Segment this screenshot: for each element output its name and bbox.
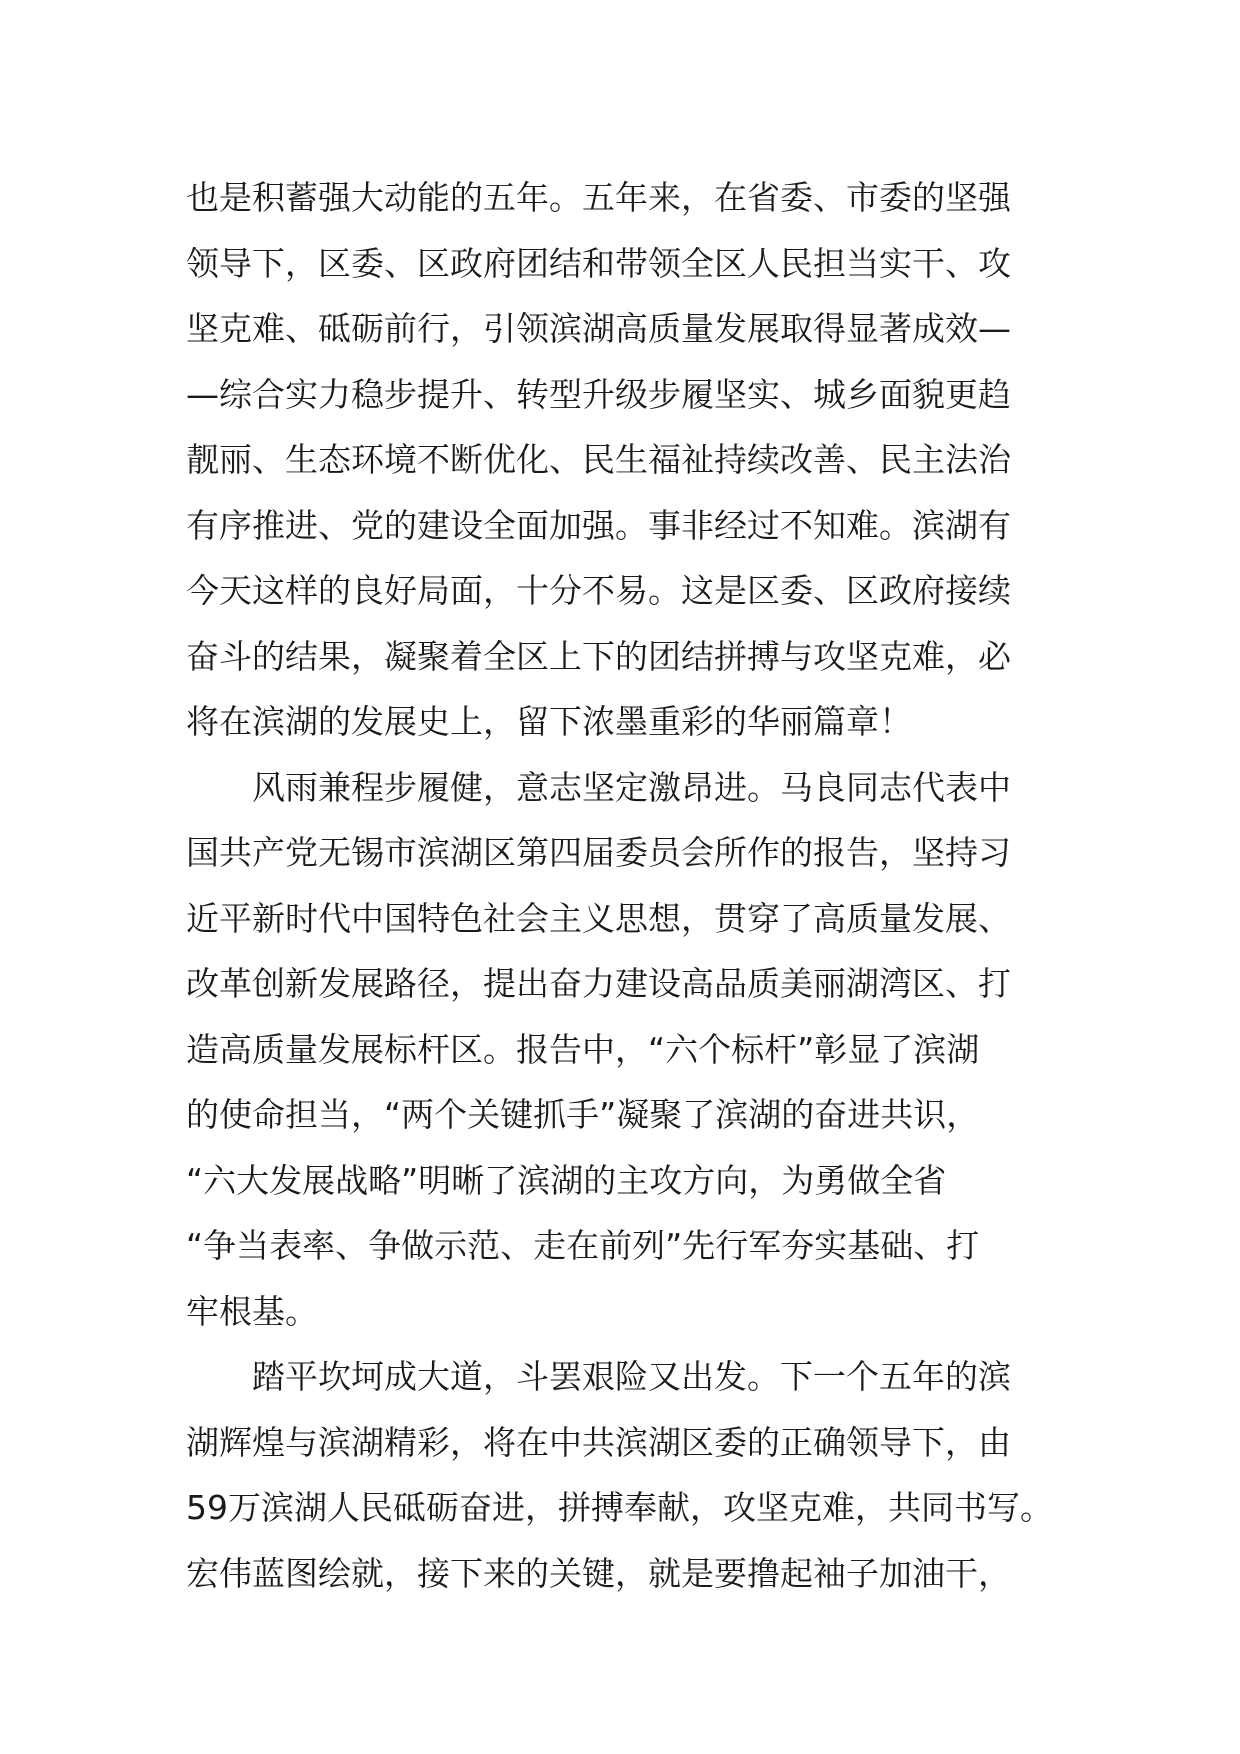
text-line: 湖辉煌与滨湖精彩，将在中共滨湖区委的正确领导下，由 <box>186 1422 1011 1462</box>
text-line: 有序推进、党的建设全面加强。事非经过不知难。滨湖有 <box>186 505 1011 545</box>
text-line: 59万滨湖人民砥砺奋进，拼搏奉献，攻坚克难，共同书写。 <box>186 1488 1053 1527</box>
text-line: 国共产党无锡市滨湖区第四届委员会所作的报告，坚持习 <box>186 833 1011 872</box>
text-line: 将在滨湖的发展史上，留下浓墨重彩的华丽篇章！ <box>186 702 912 741</box>
text-line: 近平新时代中国特色社会主义思想，贯穿了高质量发展、 <box>186 898 1011 938</box>
text-line: “争当表率、争做示范、走在前列”先行军夯实基础、打 <box>186 1226 980 1265</box>
text-line: —综合实力稳步提升、转型升级步履坚实、城乡面貌更趋 <box>186 374 1011 414</box>
text-line: 领导下，区委、区政府团结和带领全区人民担当实干、攻 <box>186 243 1011 283</box>
text-line: 坚克难、砥砺前行，引领滨湖高质量发展取得显著成效— <box>186 309 1011 348</box>
text-line: 改革创新发展路径，提出奋力建设高品质美丽湖湾区、打 <box>186 964 1011 1003</box>
paragraph-first-line: 风雨兼程步履健，意志坚定激昂进。马良同志代表中 <box>252 767 1011 807</box>
paragraph-first-line: 踏平坎坷成大道，斗罢艰险又出发。下一个五年的滨 <box>252 1357 1011 1396</box>
text-line: 牢根基。 <box>186 1291 318 1331</box>
text-line: 造高质量发展标杆区。报告中，“六个标杆”彰显了滨湖 <box>186 1029 980 1069</box>
text-line: 靓丽、生态环境不断优化、民生福祉持续改善、民主法治 <box>186 440 1011 479</box>
text-line: 宏伟蓝图绘就，接下来的关键，就是要撸起袖子加油干， <box>186 1553 1011 1593</box>
body-text <box>186 165 1066 1606</box>
text-line: “六大发展战略”明晰了滨湖的主攻方向，为勇做全省 <box>186 1160 947 1200</box>
text-line: 奋斗的结果，凝聚着全区上下的团结拼搏与攻坚克难，必 <box>186 636 1011 676</box>
text-line: 今天这样的良好局面，十分不易。这是区委、区政府接续 <box>186 571 1011 610</box>
text-line: 也是积蓄强大动能的五年。五年来，在省委、市委的坚强 <box>186 178 1011 217</box>
text-line: 的使命担当，“两个关键抓手”凝聚了滨湖的奋进共识， <box>186 1095 980 1134</box>
